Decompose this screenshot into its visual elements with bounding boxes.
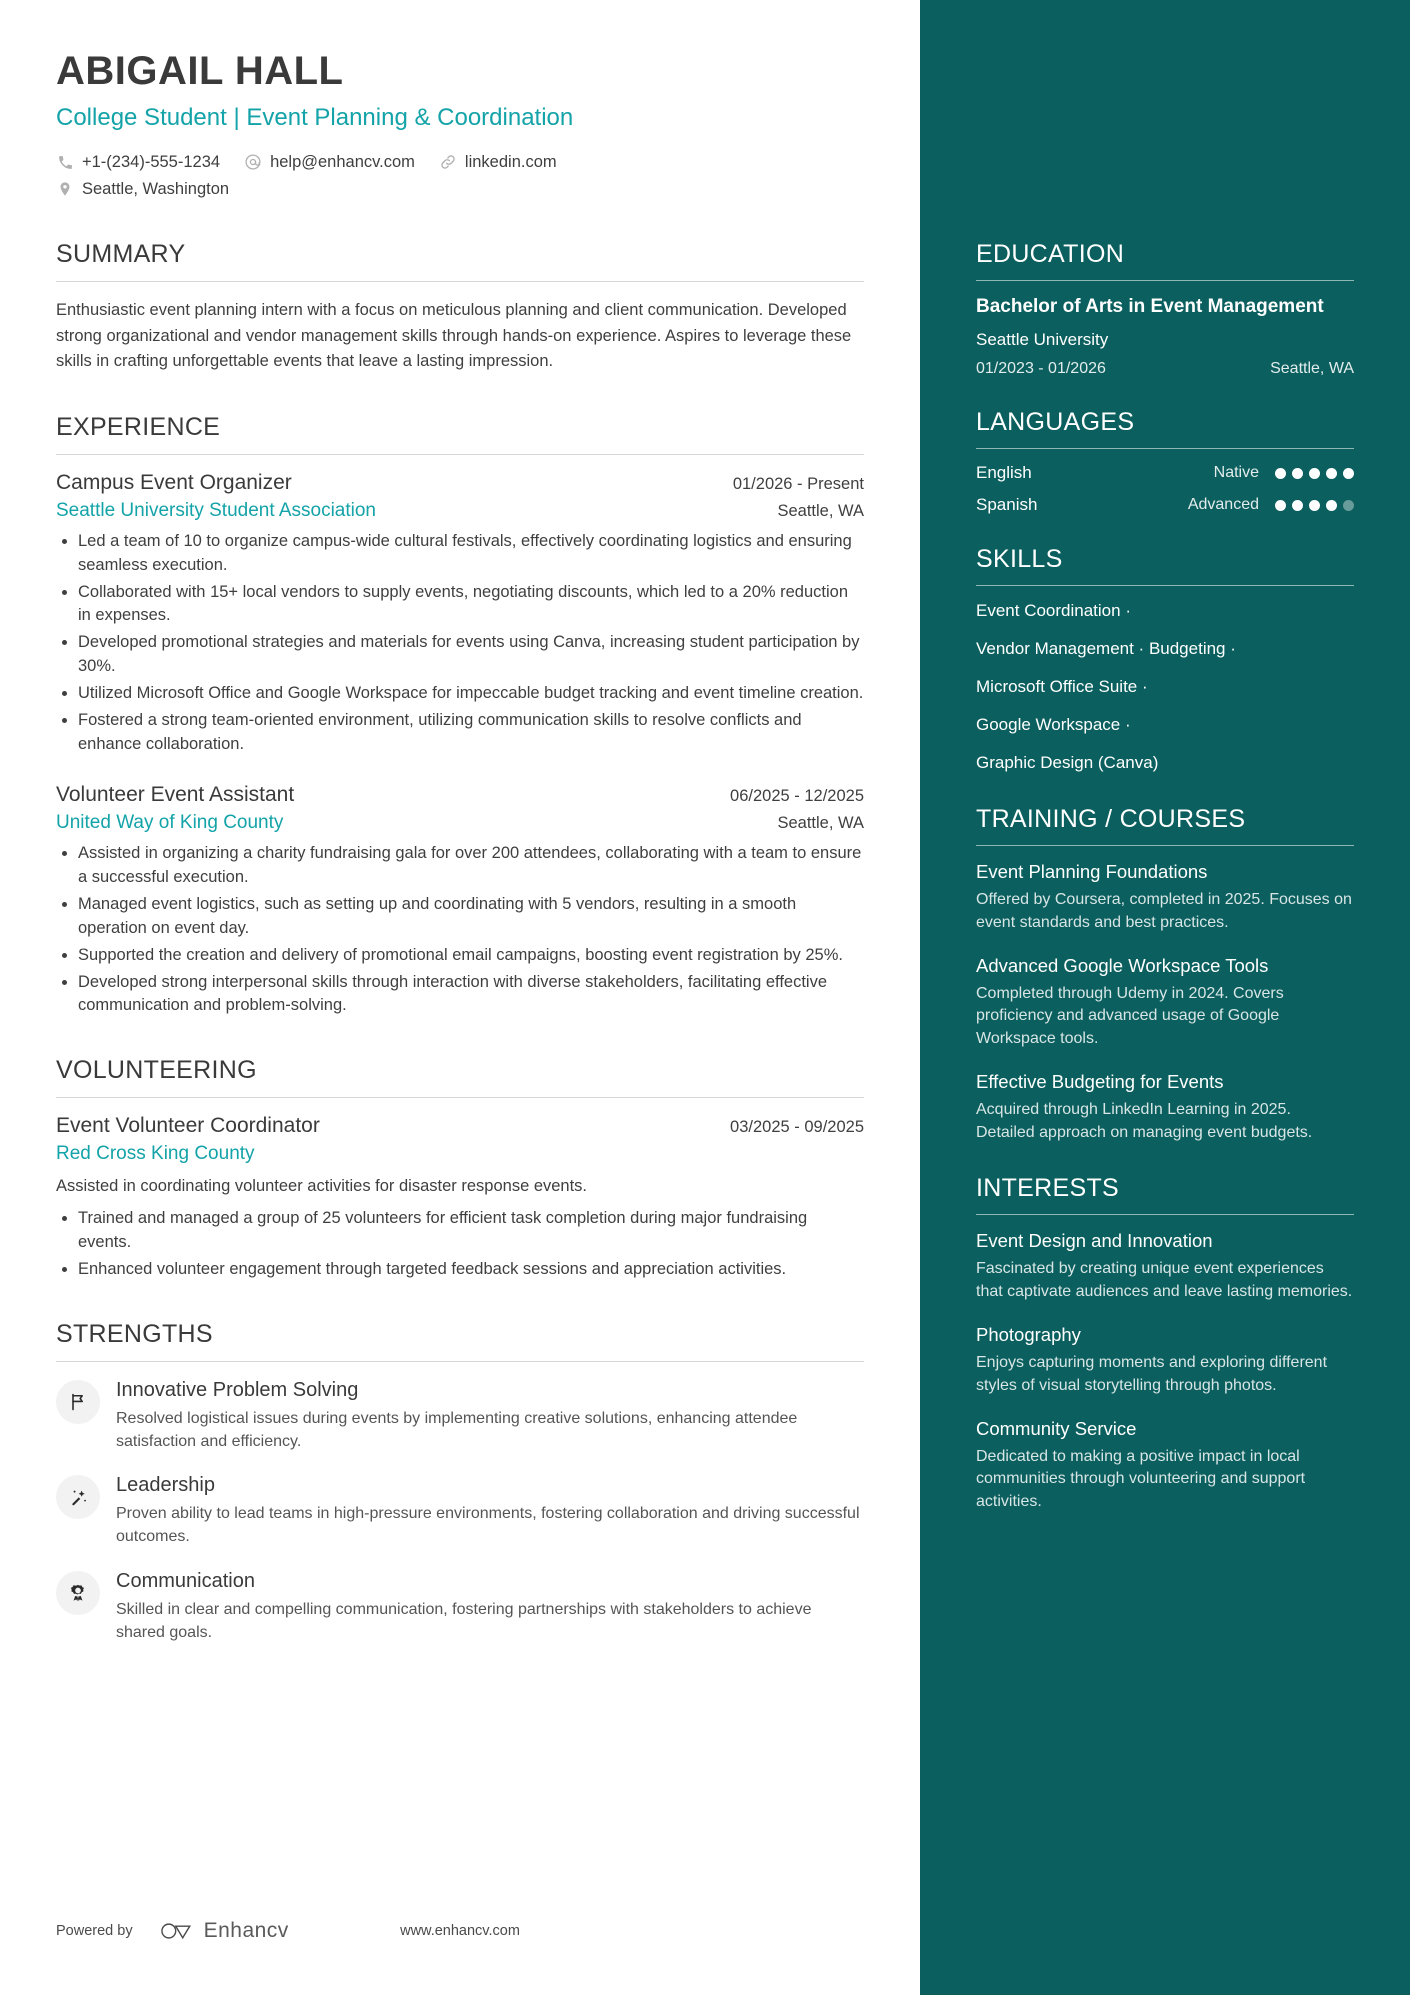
list-item: • Trained and managed a group of 25 volunteers for efficient task completion during major fundraising events. xyxy=(78,1207,864,1255)
contact-phone-text: +1-(234)-555-1234 xyxy=(82,153,221,172)
job-dates: 01/2026 - Present xyxy=(732,474,864,493)
contact-linkedin[interactable] xyxy=(439,149,557,175)
rating-dot xyxy=(1275,468,1286,479)
list-item: • Supported the creation and delivery of promotional email campaigns, boosting event registration by 25%. xyxy=(78,944,864,968)
infinity-icon xyxy=(159,1920,195,1942)
list-item: • Collaborated with 15+ local vendors to supply events, negotiating discounts, which led to a 20% reduction in expenses. xyxy=(78,581,864,629)
entry-header xyxy=(56,1114,864,1138)
language-name: Spanish xyxy=(976,495,1038,515)
experience-entry xyxy=(56,783,864,1018)
skill-line: Microsoft Office Suite · xyxy=(976,677,1148,697)
course-title: Advanced Google Workspace Tools xyxy=(976,954,1269,976)
section-divider xyxy=(976,585,1354,586)
flag-icon xyxy=(56,1380,100,1424)
course-item xyxy=(976,860,1354,934)
language-rating-dots xyxy=(1275,468,1354,479)
list-item: • Developed strong interpersonal skills through interaction with diverse stakeholders, facilitating effective communication and problem-solving. xyxy=(78,971,864,1019)
section-divider xyxy=(976,1214,1354,1215)
language-item xyxy=(976,463,1354,483)
section-heading-languages: LANGUAGES xyxy=(976,408,1135,437)
job-location: Seattle, WA xyxy=(777,813,864,832)
contact-phone[interactable] xyxy=(56,149,220,175)
strength-desc: Resolved logistical issues during events by implementing creative solutions, enhancing attendee satisfaction and efficiency. xyxy=(116,1409,798,1451)
enhancv-wordmark: Enhancv xyxy=(203,1919,289,1942)
list-item: • Assisted in organizing a charity fundraising gala for over 200 attendees, collaborating with a team to ensure a successful execution. xyxy=(78,842,864,890)
course-desc: Completed through Udemy in 2024. Covers proficiency and advanced usage of Google Workspace tools. xyxy=(976,985,1284,1047)
award-icon xyxy=(56,1571,100,1615)
list-item: • Fostered a strong team-oriented environment, utilizing communication skills to resolve conflicts and enhance collaboration. xyxy=(78,709,864,757)
section-skills xyxy=(976,545,1354,775)
job-bullets xyxy=(56,530,864,757)
rating-dot-empty xyxy=(1343,500,1354,511)
at-sign-icon xyxy=(244,153,262,171)
strength-title: Communication xyxy=(116,1569,255,1592)
education-degree: Bachelor of Arts in Event Management xyxy=(976,296,1324,317)
list-item: • Managed event logistics, such as setting up and coordinating with 5 vendors, resulting in a smooth operation on event day. xyxy=(78,893,864,941)
interest-title: Community Service xyxy=(976,1417,1137,1439)
strength-desc: Proven ability to lead teams in high-pressure environments, fostering collaboration and driving successful outcomes. xyxy=(116,1505,860,1546)
language-rating-dots xyxy=(1275,500,1354,511)
language-level: Native xyxy=(1213,464,1259,482)
page-footer xyxy=(56,1919,864,1943)
course-item xyxy=(976,954,1354,1050)
list-item: • Utilized Microsoft Office and Google Workspace for impeccable budget tracking and event timeline creation. xyxy=(78,682,864,706)
education-school: Seattle University xyxy=(976,330,1109,350)
job-dates: 03/2025 - 09/2025 xyxy=(730,1118,864,1137)
job-company: United Way of King County xyxy=(56,811,284,833)
language-name: English xyxy=(976,463,1032,483)
rating-dot xyxy=(1326,468,1337,479)
volunteering-entry xyxy=(56,1114,864,1282)
experience-entry xyxy=(56,471,864,757)
skill-line: Graphic Design (Canva) xyxy=(976,753,1159,773)
entry-subheader xyxy=(56,1143,864,1165)
skill-line: Google Workspace · xyxy=(976,715,1131,735)
contact-email-text: help@enhancv.com xyxy=(270,153,415,172)
course-desc: Offered by Coursera, completed in 2025. Focuses on event standards and best practices. xyxy=(976,891,1352,931)
rating-dot xyxy=(1326,500,1337,511)
section-divider xyxy=(56,1361,864,1362)
interest-title: Photography xyxy=(976,1324,1081,1346)
section-heading-training: TRAINING / COURSES xyxy=(976,805,1246,833)
contact-location-text: Seattle, Washington xyxy=(82,179,230,198)
section-training xyxy=(976,805,1354,1144)
strength-title: Innovative Problem Solving xyxy=(116,1378,359,1401)
section-volunteering xyxy=(56,1056,864,1282)
contact-email[interactable] xyxy=(244,149,415,175)
powered-by-label: Powered by xyxy=(56,1923,133,1939)
strength-body xyxy=(116,1378,864,1453)
strength-item xyxy=(56,1569,864,1644)
interest-desc: Dedicated to making a positive impact in local communities through volunteering and support activities. xyxy=(976,1448,1306,1510)
enhancv-logo xyxy=(159,1919,289,1943)
rating-dot xyxy=(1343,468,1354,479)
job-company: Seattle University Student Association xyxy=(56,499,377,521)
rating-dot xyxy=(1309,468,1320,479)
section-heading-interests: INTERESTS xyxy=(976,1174,1119,1203)
section-heading-skills: SKILLS xyxy=(976,545,1063,574)
footer-url-text[interactable]: www.enhancv.com xyxy=(400,1923,520,1939)
strength-desc: Skilled in clear and compelling communication, fostering partnerships with stakeholders to achieve shared goals. xyxy=(116,1600,812,1641)
map-pin-icon xyxy=(56,180,74,198)
section-education xyxy=(976,240,1354,378)
job-title: Campus Event Organizer xyxy=(56,470,292,494)
job-intro: Assisted in coordinating volunteer activities for disaster response events. xyxy=(56,1177,588,1196)
entry-header xyxy=(56,471,864,495)
section-heading-strengths: STRENGTHS xyxy=(56,1319,213,1348)
course-item xyxy=(976,1070,1354,1144)
job-dates: 06/2025 - 12/2025 xyxy=(730,786,864,805)
strength-item xyxy=(56,1378,864,1453)
interest-item xyxy=(976,1323,1354,1397)
job-location: Seattle, WA xyxy=(777,501,864,520)
section-divider xyxy=(56,1097,864,1098)
job-title: Event Volunteer Coordinator xyxy=(56,1114,320,1138)
section-heading-volunteering: VOLUNTEERING xyxy=(56,1056,257,1085)
magic-wand-icon xyxy=(56,1475,100,1519)
contact-row-location xyxy=(56,176,864,202)
sidebar xyxy=(920,0,1410,1995)
rating-dot xyxy=(1275,500,1286,511)
strength-body xyxy=(116,1473,864,1548)
strength-item xyxy=(56,1473,864,1548)
contact-location xyxy=(56,176,229,202)
contact-row-primary xyxy=(56,149,864,175)
contact-details xyxy=(56,149,864,202)
job-bullets xyxy=(56,842,864,1018)
section-experience xyxy=(56,413,864,1019)
interest-desc: Fascinated by creating unique event experiences that captivate audiences and leave lasting memories. xyxy=(976,1260,1353,1300)
job-company: Red Cross King County xyxy=(56,1143,255,1165)
entry-header xyxy=(56,783,864,807)
job-title: Volunteer Event Assistant xyxy=(56,782,295,806)
rating-dot xyxy=(1292,500,1303,511)
rating-dot xyxy=(1292,468,1303,479)
summary-text: Enthusiastic event planning intern with a focus on meticulous planning and client communication. Developed strong organizational and vendor management skills through hands-on experience. Aspires to leverage these skills in crafting unforgettable events that leave a lasting impression. xyxy=(56,300,852,371)
language-level: Advanced xyxy=(1187,496,1259,514)
section-interests xyxy=(976,1174,1354,1513)
education-dates: 01/2023 - 01/2026 xyxy=(976,360,1106,378)
list-item: • Developed promotional strategies and materials for events using Canva, increasing student participation by 30%. xyxy=(78,631,864,679)
job-bullets xyxy=(56,1207,864,1282)
section-heading-summary: SUMMARY xyxy=(56,239,186,268)
interest-item xyxy=(976,1417,1354,1513)
course-title: Effective Budgeting for Events xyxy=(976,1071,1224,1093)
course-desc: Acquired through LinkedIn Learning in 2025. Detailed approach on managing event budgets. xyxy=(976,1101,1313,1141)
section-divider xyxy=(56,281,864,282)
section-strengths xyxy=(56,1320,864,1644)
section-heading-education: EDUCATION xyxy=(976,240,1125,268)
entry-subheader xyxy=(56,500,864,522)
entry-subheader xyxy=(56,812,864,834)
page-title: ABIGAIL HALL xyxy=(56,49,344,93)
interest-title: Event Design and Innovation xyxy=(976,1230,1213,1252)
language-item xyxy=(976,495,1354,515)
list-item: • Enhanced volunteer engagement through targeted feedback sessions and appreciation activities. xyxy=(78,1258,864,1282)
contact-linkedin-text: linkedin.com xyxy=(464,153,557,172)
rating-dot xyxy=(1309,500,1320,511)
section-heading-experience: EXPERIENCE xyxy=(56,412,221,441)
course-title: Event Planning Foundations xyxy=(976,861,1208,882)
skill-line: Event Coordination · xyxy=(976,601,1131,621)
phone-icon xyxy=(56,153,74,171)
strength-body xyxy=(116,1569,864,1644)
section-summary xyxy=(56,240,864,375)
section-divider xyxy=(976,845,1354,846)
section-divider xyxy=(56,454,864,455)
strength-title: Leadership xyxy=(116,1474,215,1497)
education-meta xyxy=(976,360,1354,378)
interest-desc: Enjoys capturing moments and exploring different styles of visual storytelling through photos. xyxy=(976,1354,1328,1394)
resume-header xyxy=(56,48,864,202)
interest-item xyxy=(976,1229,1354,1303)
link-icon xyxy=(439,153,457,171)
section-languages xyxy=(976,408,1354,515)
section-divider xyxy=(976,280,1354,281)
professional-headline: College Student | Event Planning & Coordination xyxy=(56,104,574,131)
list-item: • Led a team of 10 to organize campus-wide cultural festivals, effectively coordinating logistics and ensuring seamless execution. xyxy=(78,530,864,578)
skill-line: Vendor Management · Budgeting · xyxy=(976,639,1236,659)
section-divider xyxy=(976,448,1354,449)
education-location: Seattle, WA xyxy=(1270,360,1354,378)
